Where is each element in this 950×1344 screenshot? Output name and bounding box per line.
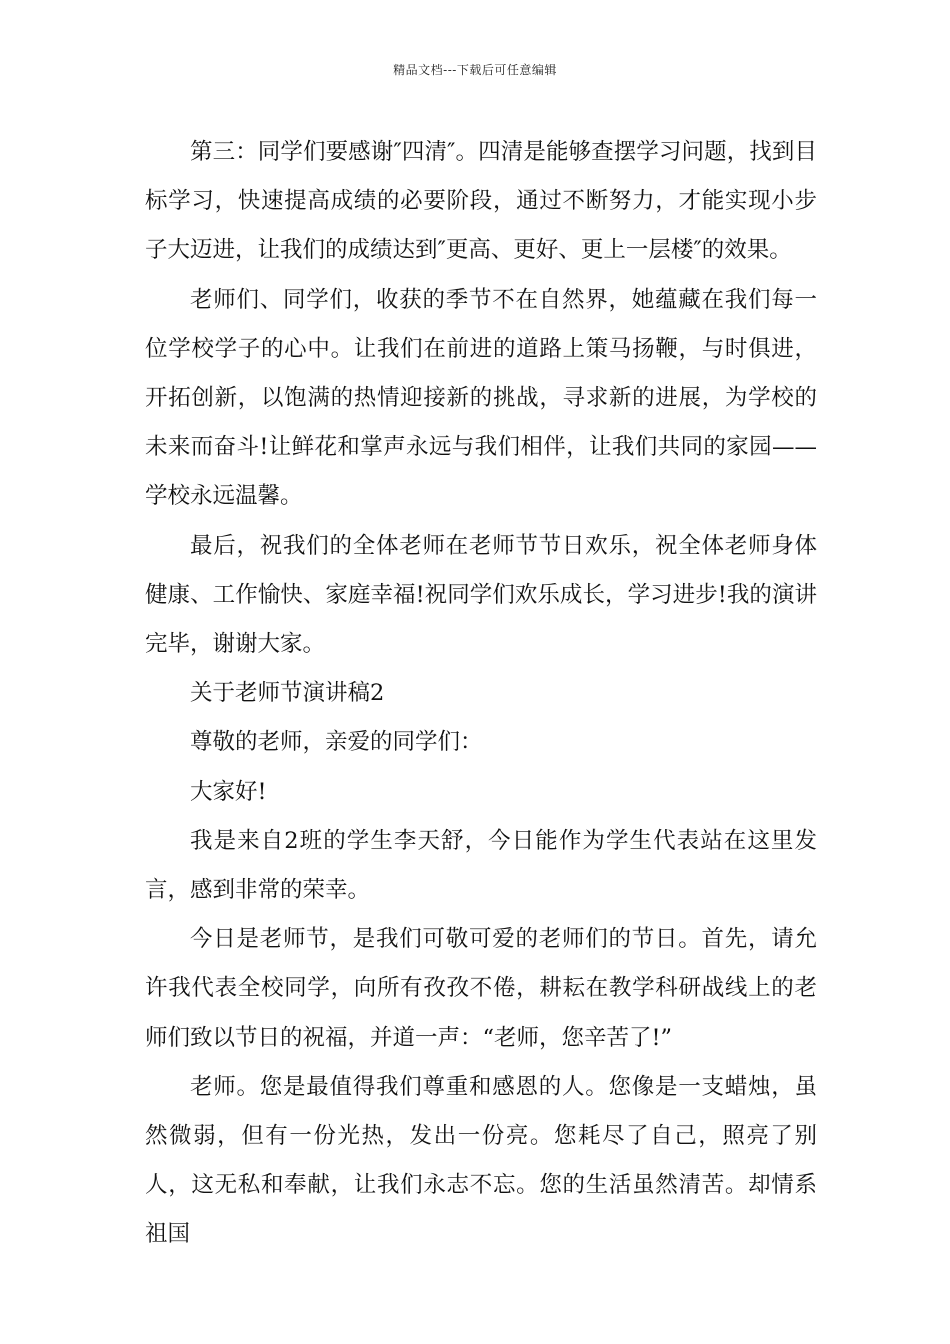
paragraph-closing-wishes: 最后，祝我们的全体老师在老师节节日欢乐，祝全体老师身体健康、工作愉快、家庭幸福!祝同学们欢乐成长，学习进步!我的演讲完毕，谢谢大家。	[145, 532, 817, 658]
paragraph-fourth-point: 第三：同学们要感谢″四清″。四清是能够查摆学习问题，找到目标学习，快速提高成绩的必要阶段，通过不断努力，才能实现小步子大迈进，让我们的成绩达到″更高、更好、更上一层楼″的效果。	[145, 139, 817, 264]
page-header: 精品文档---下载后可任意编辑	[393, 63, 557, 77]
paragraph-salutation: 尊敬的老师，亲爱的同学们：	[190, 729, 483, 756]
paragraph-candle: 老师。您是最值得我们尊重和感恩的人。您像是一支蜡烛，虽然微弱，但有一份光热，发出一份亮。您耗尽了自己，照亮了别人，这无私和奉献，让我们永志不忘。您的生活虽然清苦。却情系祖国	[145, 1073, 817, 1248]
paragraph-greeting: 大家好!	[190, 778, 267, 805]
paragraph-teachers-day: 今日是老师节，是我们可敬可爱的老师们的节日。首先，请允许我代表全校同学，向所有孜孜不倦，耕耘在教学科研战线上的老师们致以节日的祝福，并道一声：“老师，您辛苦了!”	[145, 926, 817, 1051]
paragraph-harvest-season: 老师们、同学们，收获的季节不在自然界，她蕴藏在我们每一位学校学子的心中。让我们在前进的道路上策马扬鞭，与时俱进，开拓创新，以饱满的热情迎接新的挑战，寻求新的进展，为学校的未来而奋斗!让鲜花和掌声永远与我们相伴，让我们共同的家园——学校永远温馨。	[145, 286, 817, 510]
document-body	[145, 128, 817, 1260]
section-title: 关于老师节演讲稿2	[190, 680, 385, 707]
paragraph-self-intro: 我是来自2班的学生李天舒，今日能作为学生代表站在这里发言，感到非常的荣幸。	[145, 827, 817, 904]
